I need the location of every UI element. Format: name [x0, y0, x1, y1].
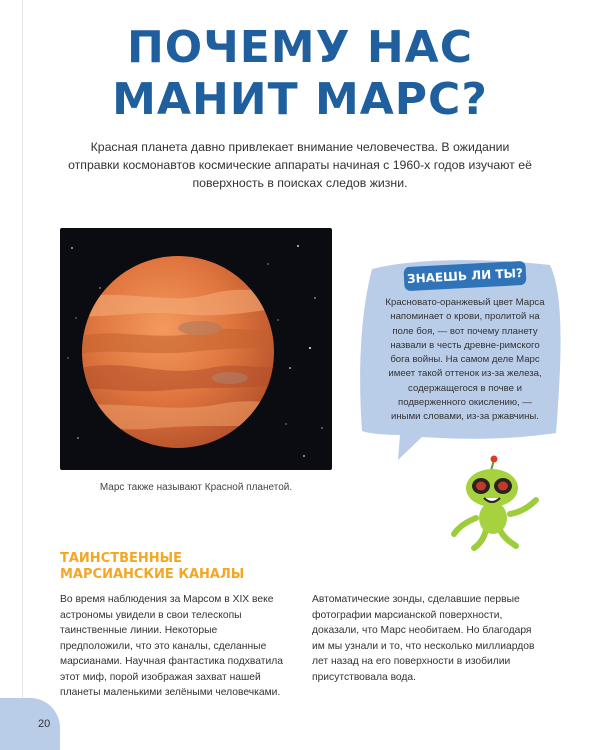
page-number: 20: [38, 718, 51, 730]
page-edge: [22, 0, 23, 750]
section-title-line2: МАРСИАНСКИЕ КАНАЛЫ: [60, 567, 245, 582]
photo-caption: Марс также называют Красной планетой.: [99, 482, 293, 493]
mars-planet-illustration: [60, 228, 332, 470]
intro-text: Красная планета давно привлекает внимание человечества. В ожидании отправки космонавтов космические аппараты начиная с 1960-х годов изучают её поверхность в поисках следов жизни.: [68, 140, 532, 190]
fact-box-title: ЗНАЕШЬ ЛИ ТЫ?: [403, 261, 526, 291]
page-title: ПОЧЕМУ НАС МАНИТ МАРС?: [112, 22, 488, 125]
fact-box-text: Красновато-оранжевый цвет Марса напоминает о крови, пролитой на поле боя, — вот почему планету назвали в честь древне-римского бога войны. На самом деле Марс имеет такой оттенок из-за железа, содержащегося в почве и подверженного окислению, — иными словами, из-за ржавчины.: [385, 297, 545, 423]
column-left-text: Во время наблюдения за Марсом в XIX веке астрономы увидели в свои телескопы таинственные линии. Некоторые предположили, что это каналы, сделанные марсианами. Научная фантастика подхватила этот миф, порой изображая захват нашей планеты маленькими зелёными человечками.: [60, 594, 283, 698]
section-title: [60, 551, 244, 583]
mars-photo: [60, 228, 332, 470]
green-alien-illustration: [450, 452, 545, 552]
section-title-line1: ТАИНСТВЕННЫЕ: [60, 551, 182, 566]
column-right-text: Автоматические зонды, сделавшие первые фотографии марсианской поверхности, доказали, что Марс необитаем. Но благодаря им мы узнали и то, что несколько миллиардов лет назад на его поверхности в изобилии присутствовала вода.: [312, 594, 535, 683]
page-number-tab: [0, 698, 60, 750]
